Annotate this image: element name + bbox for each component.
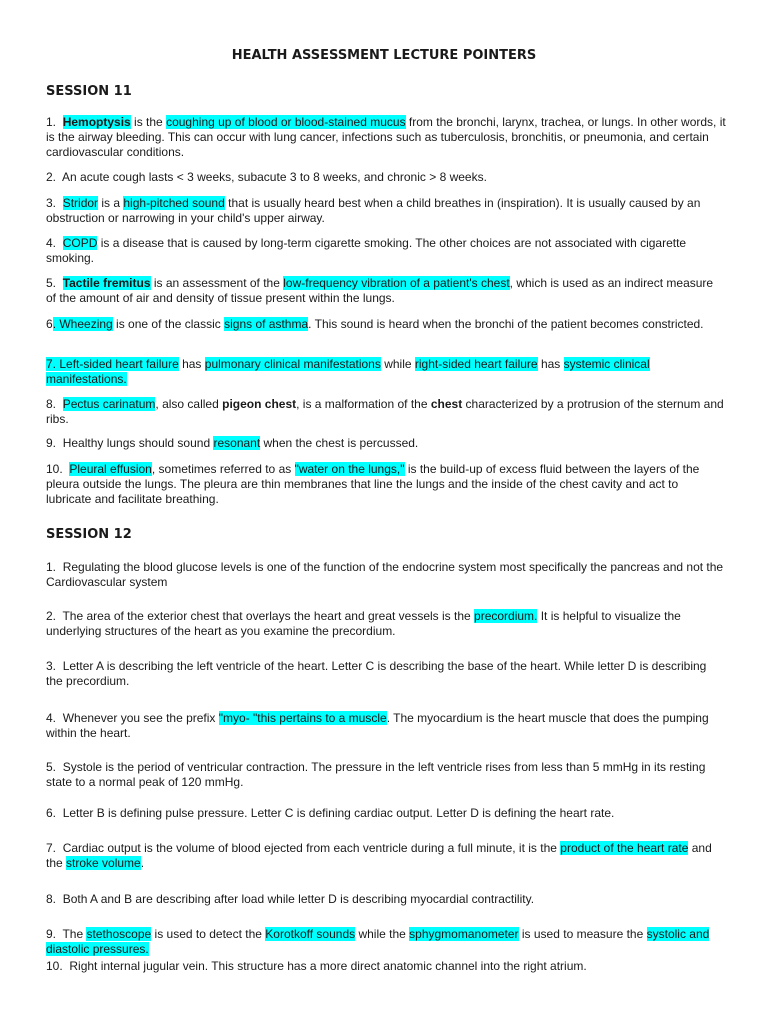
highlighted-text: . Wheezing	[52, 317, 113, 331]
item-number: 6.	[46, 806, 63, 820]
highlighted-text: 7. Left-sided heart failure	[46, 357, 179, 371]
text-run: Whenever you see the prefix	[62, 711, 219, 725]
text-run: from the bronchi, larynx, trachea, or lungs. In other words, it is the airway bleeding. This can occur with lung cancer, infections such as tuberculosis, bronchitis, or pneumonia, and certain cardiovascular conditions.	[46, 115, 726, 159]
highlighted-text: signs of asthma	[224, 317, 309, 331]
item-number: 6	[46, 317, 53, 331]
item-number: 10.	[46, 462, 70, 476]
session-12-item-1	[46, 560, 726, 590]
item-number: 8.	[46, 397, 63, 411]
highlighted-text: Pleural effusion	[69, 462, 152, 476]
highlighted-text: resonant	[213, 436, 261, 450]
item-number: 8.	[46, 892, 63, 906]
session-11-item-4	[46, 236, 726, 266]
item-number: 4.	[46, 711, 63, 725]
session-11-item-3	[46, 196, 726, 226]
item-number: 2.	[46, 170, 63, 184]
text-run: has	[537, 357, 564, 371]
text-run: .	[140, 856, 145, 870]
highlighted-text: high-pitched sound	[123, 196, 225, 210]
highlighted-text: "water on the lungs,"	[294, 462, 405, 476]
text-run: Regulating the blood glucose levels is one of the function of the endocrine system most specifically the pancreas and not the Cardiovascular system	[46, 560, 724, 589]
session-11-item-10	[46, 462, 726, 507]
item-number: 5.	[46, 276, 63, 290]
item-number: 3.	[46, 196, 63, 210]
text-run: and the	[46, 841, 712, 870]
text-run: is a	[98, 196, 124, 210]
highlighted-text: stroke volume	[66, 856, 141, 870]
highlighted-text: precordium.	[474, 609, 538, 623]
text-run: It is helpful to visualize the underlying structures of the heart as you examine the precordium.	[46, 609, 681, 638]
highlighted-text: COPD	[62, 236, 98, 250]
session-11-heading: SESSION 11	[46, 84, 132, 99]
text-run: while	[380, 357, 415, 371]
text-run: , sometimes referred to as	[151, 462, 295, 476]
session-11-item-5	[46, 276, 726, 306]
text-run: The	[62, 927, 87, 941]
text-run: Letter B is defining pulse pressure. Letter C is defining cardiac output. Letter D is defining the heart rate.	[62, 806, 615, 820]
highlighted-text: right-sided heart failure	[414, 357, 538, 371]
highlighted-text: systemic clinical manifestations.	[46, 357, 650, 386]
highlighted-text: Tactile fremitus	[62, 276, 151, 290]
text-run: , which is used as an indirect measure of the amount of air and density of tissue present within the lungs.	[46, 276, 714, 305]
text-run: is a disease that is caused by long-term cigarette smoking. The other choices are not associated with cigarette smoking.	[46, 236, 687, 265]
item-number: 5.	[46, 760, 63, 774]
highlighted-text: stethoscope	[86, 927, 152, 941]
text-run: has	[178, 357, 205, 371]
text-run: is an assessment of the	[150, 276, 284, 290]
session-12-item-3	[46, 659, 726, 689]
item-number: 2.	[46, 609, 63, 623]
item-number: 1.	[46, 115, 63, 129]
highlighted-text: Stridor	[62, 196, 99, 210]
text-run: Cardiac output is the volume of blood ejected from each ventricle during a full minute, it is the	[62, 841, 561, 855]
session-12-item-7	[46, 841, 726, 871]
item-number: 10.	[46, 959, 70, 973]
text-run: Both A and B are describing after load while letter D is describing myocardial contractility.	[62, 892, 535, 906]
session-11-item-7	[46, 357, 726, 387]
text-run: that is usually heard best when a child breathes in (inspiration). It is usually caused by an obstruction or narrowing in your child's upper airway.	[46, 196, 701, 225]
text-run: An acute cough lasts < 3 weeks, subacute 3 to 8 weeks, and chronic > 8 weeks.	[62, 170, 487, 184]
item-number: 9.	[46, 927, 63, 941]
highlighted-text: sphygmomanometer	[409, 927, 519, 941]
session-12-item-5	[46, 760, 726, 790]
text-run: Letter A is describing the left ventricle of the heart. Letter C is describing the base of the heart. While letter D is describing the precordium.	[46, 659, 707, 688]
session-12-item-8	[46, 892, 726, 907]
highlighted-text: systolic and diastolic pressures.	[46, 927, 710, 956]
highlighted-text: product of the heart rate	[560, 841, 689, 855]
session-12-heading: SESSION 12	[46, 527, 132, 542]
text-run: is the	[130, 115, 167, 129]
session-11-item-6	[46, 317, 726, 332]
text-run: The area of the exterior chest that overlays the heart and great vessels is the	[62, 609, 475, 623]
text-run: Healthy lungs should sound	[62, 436, 214, 450]
item-number: 9.	[46, 436, 63, 450]
text-run: . The myocardium is the heart muscle that does the pumping within the heart.	[46, 711, 709, 740]
text-run: characterized by a protrusion of the sternum and ribs.	[46, 397, 724, 426]
text-run: when the chest is percussed.	[260, 436, 419, 450]
session-12-item-6	[46, 806, 726, 821]
session-11-item-1	[46, 115, 726, 160]
highlighted-text: Hemoptysis	[62, 115, 131, 129]
text-run: pigeon chest	[222, 397, 297, 411]
text-run: is the build-up of excess fluid between the layers of the pleura outside the lungs. The pleura are thin membranes that line the lungs and the inside of the chest cavity and act to lubricate and facilitate breathing.	[46, 462, 700, 506]
session-12-item-4	[46, 711, 726, 741]
text-run: is used to detect the	[151, 927, 266, 941]
text-run: while the	[355, 927, 410, 941]
text-run: , is a malformation of the	[296, 397, 431, 411]
text-run: chest	[430, 397, 463, 411]
highlighted-text: Korotkoff sounds	[265, 927, 356, 941]
highlighted-text: "myo- "this pertains to a muscle	[218, 711, 387, 725]
text-run: . This sound is heard when the bronchi of the patient becomes constricted.	[308, 317, 704, 331]
session-12-item-9	[46, 927, 726, 957]
item-number: 3.	[46, 659, 63, 673]
page-title: HEALTH ASSESSMENT LECTURE POINTERS	[231, 48, 537, 63]
item-number: 4.	[46, 236, 63, 250]
highlighted-text: coughing up of blood or blood-stained mucus	[166, 115, 406, 129]
text-run: is used to measure the	[518, 927, 647, 941]
session-11-item-9	[46, 436, 726, 451]
text-run: Right internal jugular vein. This structure has a more direct anatomic channel into the right atrium.	[69, 959, 587, 973]
highlighted-text: Pectus carinatum	[62, 397, 156, 411]
session-12-item-10	[46, 959, 726, 974]
text-run: Systole is the period of ventricular contraction. The pressure in the left ventricle rises from less than 5 mmHg in its resting state to a normal peak of 120 mmHg.	[46, 760, 706, 789]
highlighted-text: low-frequency vibration of a patient's chest	[283, 276, 510, 290]
session-12-item-2	[46, 609, 726, 639]
session-11-item-2	[46, 170, 726, 185]
session-11-item-8	[46, 397, 726, 427]
text-run: , also called	[155, 397, 223, 411]
item-number: 1.	[46, 560, 63, 574]
item-number: 7.	[46, 841, 63, 855]
highlighted-text: pulmonary clinical manifestations	[204, 357, 381, 371]
text-run: is one of the classic	[112, 317, 225, 331]
